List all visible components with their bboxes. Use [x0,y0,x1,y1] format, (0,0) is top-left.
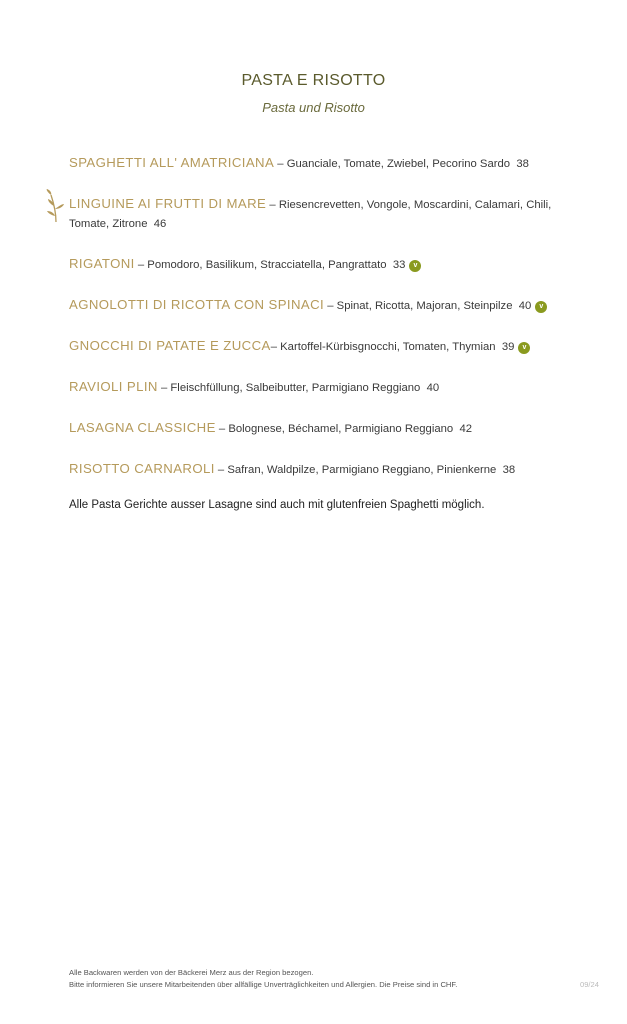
menu-list [69,153,593,511]
menu-item [69,295,593,316]
item-separator: – [215,423,229,435]
item-separator: – [134,259,148,271]
footer-bakery-note: Alle Backwaren werden von der Bäckerei Merz aus der Region bezogen. [69,968,314,977]
item-price: 33 [392,259,406,271]
page-header [0,72,627,115]
item-name: SPAGHETTI ALL' AMATRICIANA [69,155,275,170]
page-subtitle: Pasta und Risotto [262,100,365,115]
item-name: LASAGNA CLASSICHE [69,420,216,435]
item-separator: – [266,199,279,211]
vegetarian-badge-icon: v [535,301,547,313]
item-description: Spinat, Ricotta, Majoran, Steinpilze [336,300,513,312]
menu-item [69,377,593,398]
menu-item [69,459,593,480]
item-separator: – [324,300,337,312]
menu-item [69,254,593,275]
item-price: 38 [516,158,529,170]
item-description: Safran, Waldpilze, Parmigiano Reggiano, Pinienkerne [227,464,497,476]
footer-allergy-note: Bitte informieren Sie unsere Mitarbeitenden über allfällige Unverträglichkeiten und Allergien. Die Preise sind in CHF. [69,980,458,989]
menu-item [69,418,593,439]
item-price: 40 [426,382,440,394]
item-price: 42 [459,423,473,435]
item-name: GNOCCHI DI PATATE E ZUCCA [69,338,271,353]
page-number: 09/24 [579,980,599,989]
item-price: 38 [502,464,516,476]
menu-item [69,336,593,357]
item-description: Pomodoro, Basilikum, Stracciatella, Pangrattato [147,259,387,271]
item-separator: – [274,158,287,170]
item-separator: – [270,341,281,353]
page-footer [69,967,599,991]
menu-item [69,194,593,234]
item-name: RAVIOLI PLIN [69,379,158,394]
item-name: RIGATONI [69,256,135,271]
gluten-free-note: Alle Pasta Gerichte ausser Lasagne sind auch mit glutenfreien Spaghetti möglich. [69,499,485,511]
vegetarian-badge-icon: v [409,260,421,272]
page-title: PASTA E RISOTTO [241,72,386,89]
item-price: 46 [153,218,167,230]
menu-item [69,153,593,174]
item-description: Riesencrevetten, Vongole, Moscardini, Calamari, Chili, Tomate, Zitrone [69,199,552,230]
item-name: RISOTTO CARNAROLI [69,461,215,476]
item-price: 39 [501,341,515,353]
olive-branch-icon [44,189,68,223]
item-separator: – [214,464,228,476]
item-description: Guanciale, Tomate, Zwiebel, Pecorino Sardo [286,158,511,170]
item-price: 40 [518,300,532,312]
item-name: LINGUINE AI FRUTTI DI MARE [69,196,267,211]
item-description: Bolognese, Béchamel, Parmigiano Reggiano [228,423,454,435]
item-description: Fleischfüllung, Salbeibutter, Parmigiano Reggiano [170,382,421,394]
item-name: AGNOLOTTI DI RICOTTA CON SPINACI [69,297,325,312]
vegetarian-badge-icon: v [518,342,530,354]
item-description: Kartoffel-Kürbisgnocchi, Tomaten, Thymian [280,341,496,353]
item-separator: – [157,382,171,394]
